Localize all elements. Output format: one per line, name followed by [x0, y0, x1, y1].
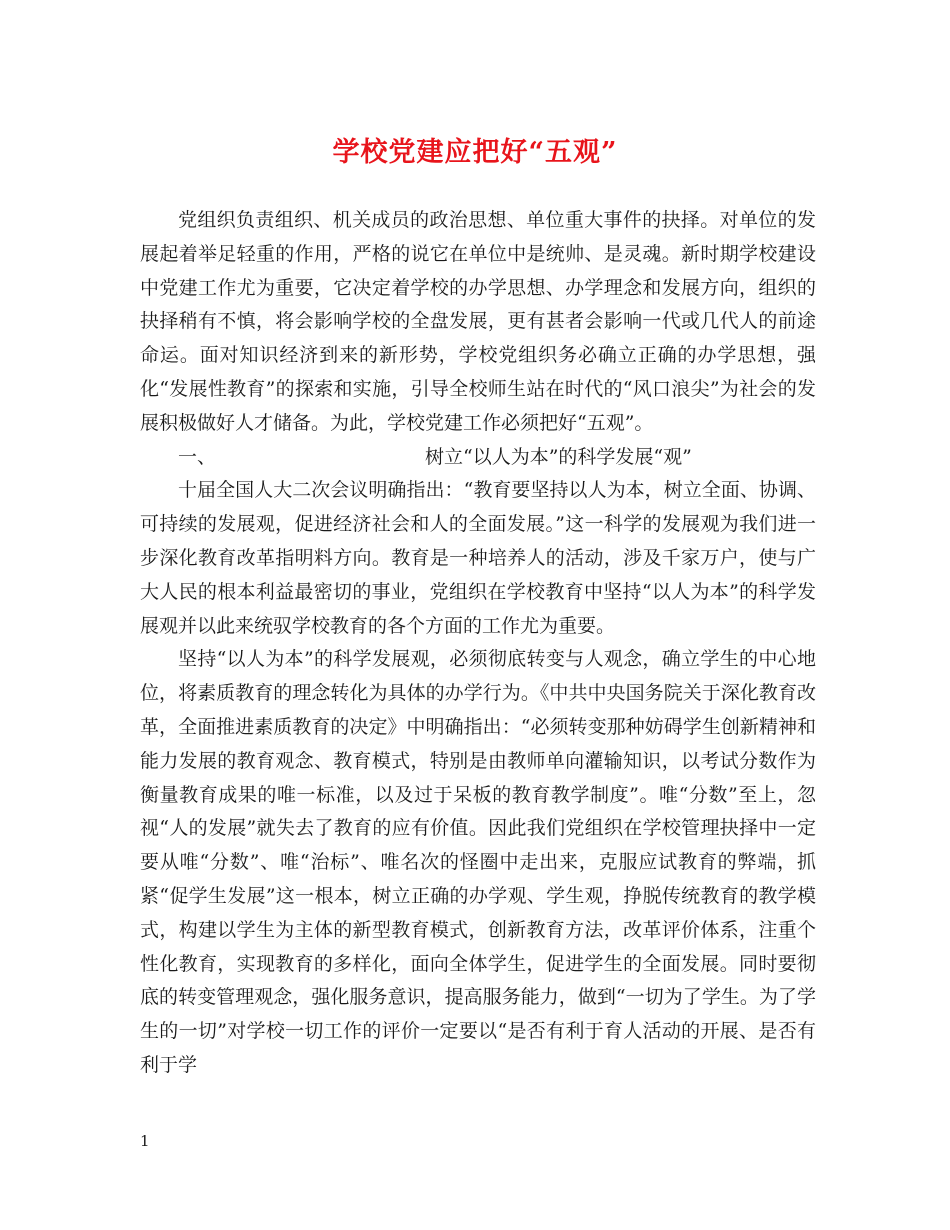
document-title: 学校党建应把好“五观”	[332, 137, 618, 168]
section-heading-text: 树立“以人为本”的科学发展“观”	[425, 445, 692, 468]
section-number: 一、	[178, 445, 217, 468]
document-body	[140, 204, 816, 1083]
section-heading	[140, 441, 816, 475]
body-paragraph: 十届全国人大二次会议明确指出：“教育要坚持以人为本，树立全面、协调、可持续的发展观，促进经济社会和人的全面发展。”这一科学的发展观为我们进一步深化教育改革指明料方向。教育是一种培养人的活动，涉及千家万户，使与广大人民的根本利益最密切的事业，党组织在学校教育中坚持“以人为本”的科学发展观并以此来统驭学校教育的各个方面的工作尤为重要。	[140, 479, 816, 637]
page-number: 1	[140, 1132, 150, 1150]
body-paragraph: 坚持“以人为本”的科学发展观，必须彻底转变与人观念，确立学生的中心地位，将素质教育的理念转化为具体的办学行为。《中共中央国务院关于深化教育改革，全面推进素质教育的决定》中明确指出：“必须转变那种妨碍学生创新精神和能力发展的教育观念、教育模式，特别是由教师单向灌输知识，以考试分数作为衡量教育成果的唯一标准，以及过于呆板的教育教学制度”。唯“分数”至上，忽视“人的发展”就失去了教育的应有价值。因此我们党组织在学校管理抉择中一定要从唯“分数”、唯“治标”、唯名次的怪圈中走出来，克服应试教育的弊端，抓紧“促学生发展”这一根本，树立正确的办学观、学生观，挣脱传统教育的教学模式，构建以学生为主体的新型教育模式，创新教育方法，改革评价体系，注重个性化教育，实现教育的多样化，面向全体学生，促进学生的全面发展。同时要彻底的转变管理观念，强化服务意识，提高服务能力，做到“一切为了学生。为了学生的一切”对学校一切工作的评价一定要以“是否有利于育人活动的开展、是否有利于学	[140, 648, 816, 1076]
intro-paragraph: 党组织负责组织、机关成员的政治思想、单位重大事件的抉择。对单位的发展起着举足轻重的作用，严格的说它在单位中是统帅、是灵魂。新时期学校建设中党建工作尤为重要，它决定着学校的办学思想、办学理念和发展方向，组织的抉择稍有不慎，将会影响学校的全盘发展，更有甚者会影响一代或几代人的前途命运。面对知识经济到来的新形势，学校党组织务必确立正确的办学思想，强化“发展性教育”的探索和实施，引导全校师生站在时代的“风口浪尖”为社会的发展积极做好人才储备。为此，学校党建工作必须把好“五观”。	[140, 209, 816, 434]
